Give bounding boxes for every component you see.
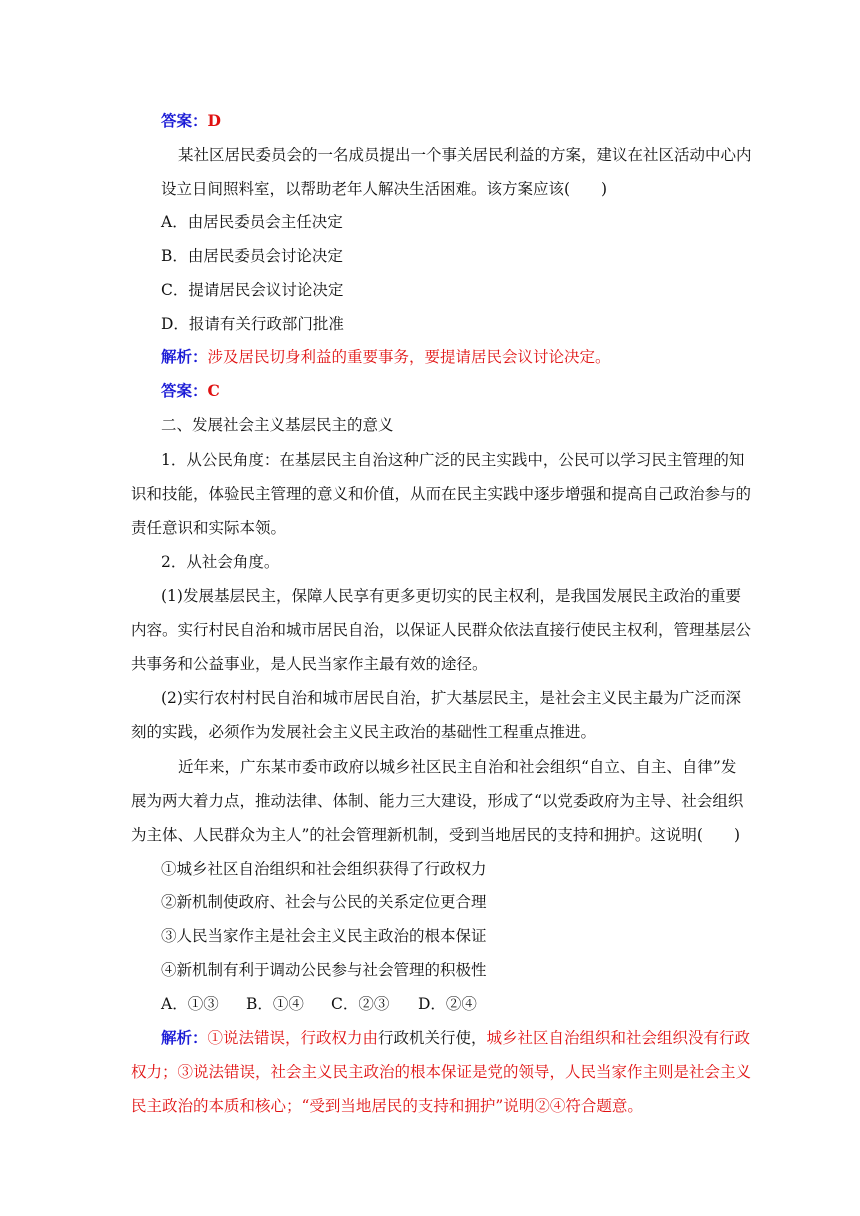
choice-d: D．②④ [418,995,477,1013]
question-stem-line: 设立日间照料室，以帮助老年人解决生活困难。该方案应该( ) [161,180,608,198]
paragraph-line: 内容。实行村民自治和城市居民自治，以保证人民群众依法直接行使民主权利，管理基层公 [131,621,752,639]
question-stem-line: 展为两大着力点，推动法律、体制、能力三大建设，形成了“以党委政府为主导、社会组织 [131,792,744,810]
analysis [161,1028,750,1048]
analysis-text: 行政机关行使， [378,1029,487,1047]
analysis-text: 城乡社区自治组织和社会组织没有行政 [486,1029,751,1047]
answer-label: 答案： [161,381,208,400]
paragraph-line: (2)实行农村村民自治和城市居民自治，扩大基层民主，是社会主义民主最为广泛而深 [161,689,741,707]
paragraph-line: 识和技能，体验民主管理的意义和价值，从而在民主实践中逐步增强和提高自己政治参与的 [131,485,752,503]
answer-value: D [207,111,221,130]
analysis-text: ①说法错误，行政权力由 [207,1029,379,1047]
analysis-line: 民主政治的本质和核心；“受到当地居民的支持和拥护”说明②④符合题意。 [131,1097,643,1115]
section-heading: 二、发展社会主义基层民主的意义 [161,416,394,434]
paragraph-line: (1)发展基层民主，保障人民享有更多更切实的民主权利，是我国发展民主政治的重要 [161,587,741,605]
paragraph-line: 1．从公民角度：在基层民主自治这种广泛的民主实践中，公民可以学习民主管理的知 [161,451,745,469]
option-d: D．报请有关行政部门批准 [161,315,344,333]
statement-3: ③人民当家作主是社会主义民主政治的根本保证 [161,927,487,945]
question-stem-line: 为主体、人民群众为主人”的社会管理新机制，受到当地居民的支持和拥护。这说明( ) [131,826,741,844]
choice-a: A．①③ [161,995,219,1013]
statement-2: ②新机制使政府、社会与公民的关系定位更合理 [161,893,487,911]
answer [161,381,220,401]
paragraph-line: 责任意识和实际本领。 [131,519,287,537]
statement-4: ④新机制有利于调动公民参与社会管理的积极性 [161,961,487,979]
option-b: B．由居民委员会讨论决定 [161,247,343,265]
analysis-label: 解析： [161,1028,208,1047]
answer-label: 答案： [161,111,208,130]
analysis-text: 涉及居民切身利益的重要事务，要提请居民会议讨论决定。 [207,348,611,366]
statement-1: ①城乡社区自治组织和社会组织获得了行政权力 [161,860,487,878]
analysis-line: 权力；③说法错误，社会主义民主政治的根本保证是党的领导，人民当家作主则是社会主义 [131,1063,752,1081]
question-stem-line: 近年来，广东某市委市政府以城乡社区民主自治和社会组织“自立、自主、自律”发 [178,758,737,776]
choice-c: C．②③ [331,995,390,1013]
answer-1 [161,111,221,131]
paragraph-line: 2．从社会角度。 [161,553,280,571]
analysis [161,347,611,367]
choice-b: B．①④ [246,995,304,1013]
option-a: A．由居民委员会主任决定 [161,213,343,231]
option-c: C．提请居民会议讨论决定 [161,281,344,299]
paragraph-line: 共事务和公益事业，是人民当家作主最有效的途径。 [131,655,488,673]
paragraph-line: 刻的实践，必须作为发展社会主义民主政治的基础性工程重点推进。 [131,723,597,741]
answer-value: C [207,381,220,400]
analysis-label: 解析： [161,347,208,366]
question-stem-line: 某社区居民委员会的一名成员提出一个事关居民利益的方案，建议在社区活动中心内 [178,146,752,164]
